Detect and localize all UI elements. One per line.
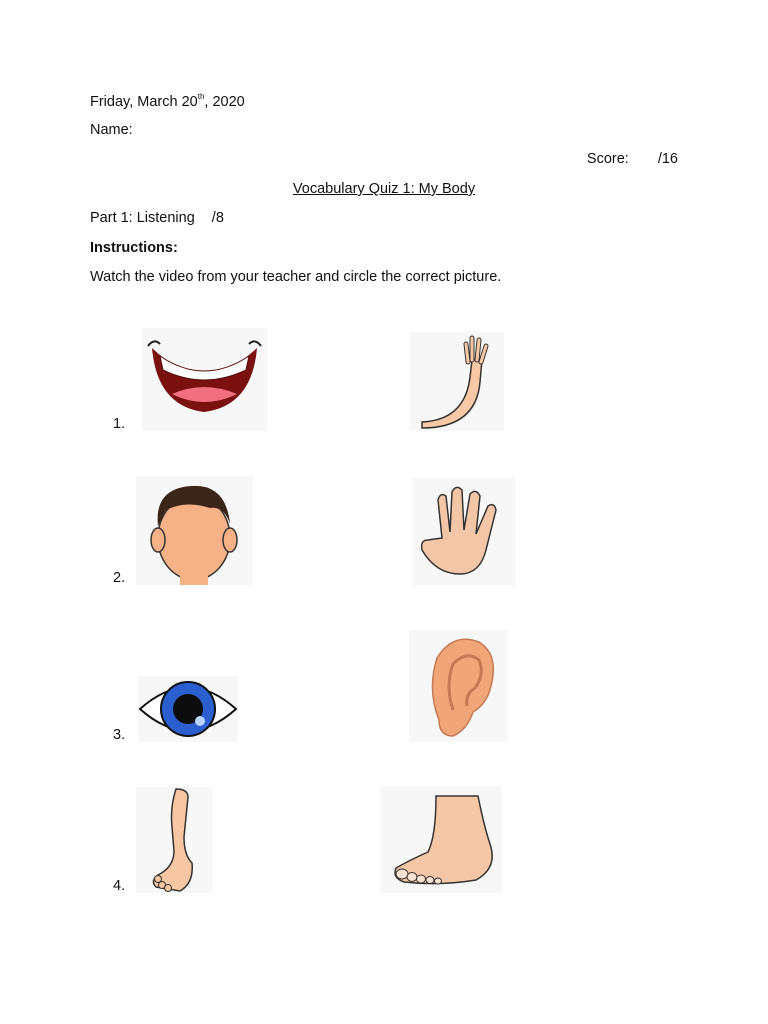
score-label: Score: [586, 151, 629, 167]
question-number-4: 4. [113, 878, 126, 894]
instructions-label: Instructions: [90, 240, 178, 256]
arm-icon[interactable] [410, 332, 504, 431]
question-number-3: 3. [113, 727, 126, 743]
score-total: /16 [657, 151, 678, 167]
score-line [587, 151, 678, 167]
hand-icon[interactable] [412, 478, 515, 585]
quiz-date: Friday, March 20th, 2020 [90, 92, 245, 110]
foot-icon[interactable] [380, 786, 502, 893]
mouth-icon[interactable] [142, 328, 267, 431]
question-number-1: 1. [113, 416, 126, 432]
instructions-text: Watch the video from your teacher and circle the correct picture. [90, 269, 502, 285]
name-label: Name: [90, 122, 133, 138]
part-points: /8 [211, 210, 224, 226]
part-label: Part 1: Listening [90, 210, 195, 226]
part-heading [90, 210, 224, 226]
question-number-2: 2. [113, 570, 126, 586]
face-icon[interactable] [136, 476, 253, 585]
eye-icon[interactable] [138, 676, 238, 742]
quiz-title: Vocabulary Quiz 1: My Body [292, 181, 476, 197]
leg-icon[interactable] [136, 787, 213, 893]
ear-icon[interactable] [409, 630, 508, 742]
